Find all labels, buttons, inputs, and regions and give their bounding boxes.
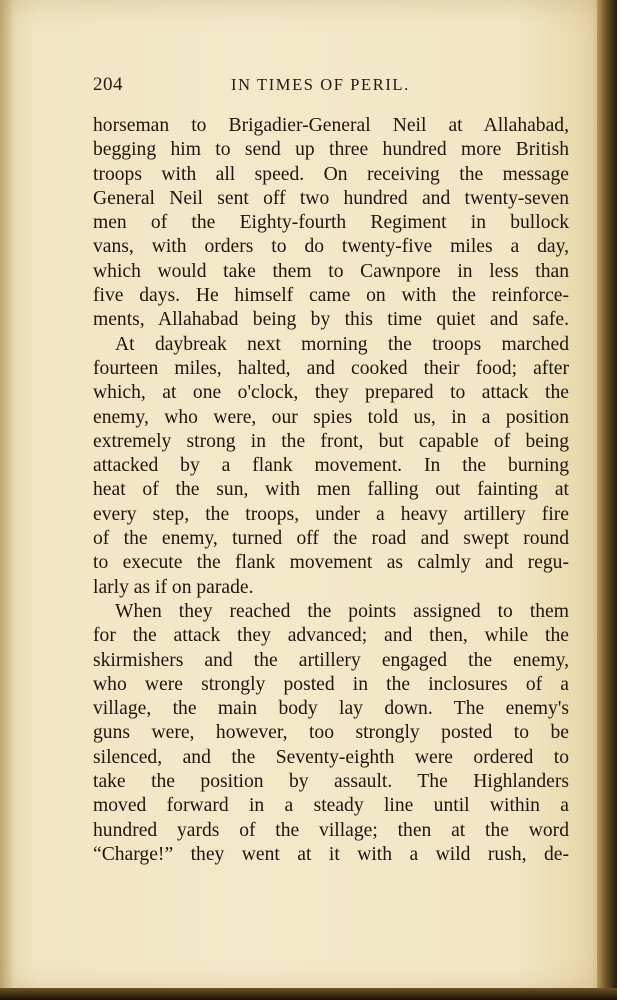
paragraph-3 xyxy=(93,600,569,867)
paragraph-2 xyxy=(93,333,569,600)
text-line: village, the main body lay down. The enemy's xyxy=(93,698,569,720)
text-line: ments, Allahabad being by this time quiet and safe. xyxy=(93,309,569,331)
text-line: hundred yards of the village; then at the word xyxy=(93,819,569,841)
body-text xyxy=(93,114,569,867)
text-line: every step, the troops, under a heavy artillery fire xyxy=(93,503,569,525)
text-line: enemy, who were, our spies told us, in a position xyxy=(93,406,569,428)
text-line: fourteen miles, halted, and cooked their food; after xyxy=(93,357,569,379)
text-line: attacked by a flank movement. In the burning xyxy=(93,455,569,477)
text-line: five days. He himself came on with the reinforce- xyxy=(93,285,569,307)
text-line: men of the Eighty-fourth Regiment in bullock xyxy=(93,212,569,234)
text-line: heat of the sun, with men falling out fainting at xyxy=(93,479,569,501)
text-line: guns were, however, too strongly posted to be xyxy=(93,722,569,744)
text-line: which would take them to Cawnpore in less than xyxy=(93,260,569,282)
text-line: for the attack they advanced; and then, while the xyxy=(93,625,569,647)
text-line: When they reached the points assigned to them xyxy=(115,600,569,622)
text-line: larly as if on parade. xyxy=(93,576,254,598)
text-line: skirmishers and the artillery engaged the enemy, xyxy=(93,649,569,671)
page-gutter-shadow xyxy=(0,0,14,992)
text-line: moved forward in a steady line until within a xyxy=(93,795,569,817)
text-line: vans, with orders to do twenty-five miles a day, xyxy=(93,236,569,258)
running-head: IN TIMES OF PERIL. xyxy=(231,75,410,94)
text-line: troops with all speed. On receiving the message xyxy=(93,163,569,185)
text-line: of the enemy, turned off the road and swept round xyxy=(93,528,569,550)
book-fore-edge xyxy=(597,0,617,1000)
text-line: silenced, and the Seventy-eighth were ordered to xyxy=(93,746,569,768)
text-line: take the position by assault. The Highlanders xyxy=(93,771,569,793)
paragraph-1 xyxy=(93,114,569,333)
page-bottom-edge xyxy=(0,988,617,1000)
page-number: 204 xyxy=(93,74,123,95)
text-line: General Neil sent off two hundred and twenty-seven xyxy=(93,187,569,209)
text-line: “Charge!” they went at it with a wild rush, de- xyxy=(93,843,569,865)
text-line: horseman to Brigadier-General Neil at Allahabad, xyxy=(93,115,569,136)
text-line: who were strongly posted in the inclosures of a xyxy=(93,673,569,695)
text-line: begging him to send up three hundred more British xyxy=(93,139,569,161)
text-line: At daybreak next morning the troops marched xyxy=(115,333,569,355)
text-line: to execute the flank movement as calmly and regu- xyxy=(93,552,569,574)
text-line: which, at one o'clock, they prepared to attack the xyxy=(93,382,569,404)
text-line: extremely strong in the front, but capable of being xyxy=(93,430,569,452)
page-header xyxy=(93,74,569,100)
